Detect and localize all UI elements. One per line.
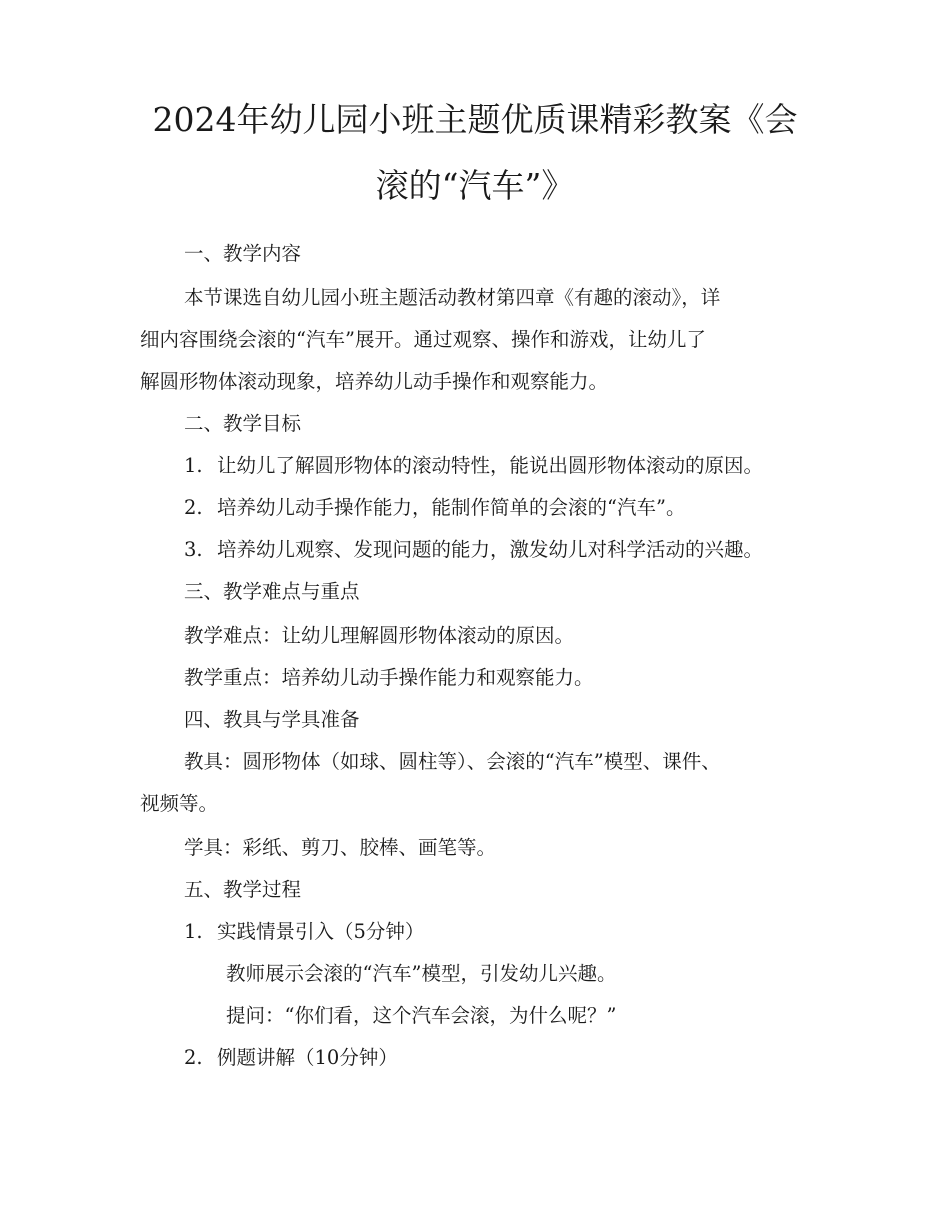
objective-text: 培养幼儿观察、发现问题的能力，激发幼儿对科学活动的兴趣。 [217, 538, 764, 561]
document-title-line-1: 2024年幼儿园小班主题优质课精彩教案《会 [152, 100, 798, 139]
section-heading-objectives: 二、教学目标 [184, 412, 302, 435]
tools-line: 视频等。 [140, 792, 219, 815]
objective-item [184, 496, 685, 519]
section-heading-process: 五、教学过程 [184, 878, 302, 901]
tools-line: 教具：圆形物体（如球、圆柱等）、会滚的“汽车”模型、课件、 [184, 750, 721, 773]
objective-item [184, 538, 763, 561]
section-heading-difficulty: 三、教学难点与重点 [184, 580, 360, 603]
difficulty-text: 教学难点：让幼儿理解圆形物体滚动的原因。 [184, 624, 575, 647]
step-text: 例题讲解（10分钟） [217, 1046, 398, 1069]
objective-text: 让幼儿了解圆形物体的滚动特性，能说出圆形物体滚动的原因。 [217, 454, 764, 477]
paragraph-line: 解圆形物体滚动现象，培养幼儿动手操作和观察能力。 [140, 370, 609, 393]
step-detail: 提问：“你们看，这个汽车会滚，为什么呢？” [226, 1004, 617, 1027]
materials-line: 学具：彩纸、剪刀、胶棒、画笔等。 [184, 836, 497, 859]
key-point-text: 教学重点：培养幼儿动手操作能力和观察能力。 [184, 666, 594, 689]
objective-number: 3. [184, 538, 203, 561]
step-number: 2. [184, 1046, 203, 1069]
document-title-line-2: 滚的“汽车”》 [375, 166, 575, 205]
paragraph-line: 细内容围绕会滚的“汽车”展开。通过观察、操作和游戏，让幼儿了 [140, 328, 706, 351]
section-heading-materials: 四、教具与学具准备 [184, 708, 360, 731]
paragraph-line: 本节课选自幼儿园小班主题活动教材第四章《有趣的滚动》，详 [184, 286, 721, 309]
objective-text: 培养幼儿动手操作能力，能制作简单的会滚的“汽车”。 [217, 496, 686, 519]
objective-number: 1. [184, 454, 203, 477]
process-step [184, 1046, 398, 1069]
step-text: 实践情景引入（5分钟） [217, 920, 425, 943]
step-detail: 教师展示会滚的“汽车”模型，引发幼儿兴趣。 [226, 962, 617, 985]
step-number: 1. [184, 920, 203, 943]
process-step [184, 920, 424, 943]
section-heading-content: 一、教学内容 [184, 242, 302, 265]
objective-number: 2. [184, 496, 203, 519]
objective-item [184, 454, 763, 477]
